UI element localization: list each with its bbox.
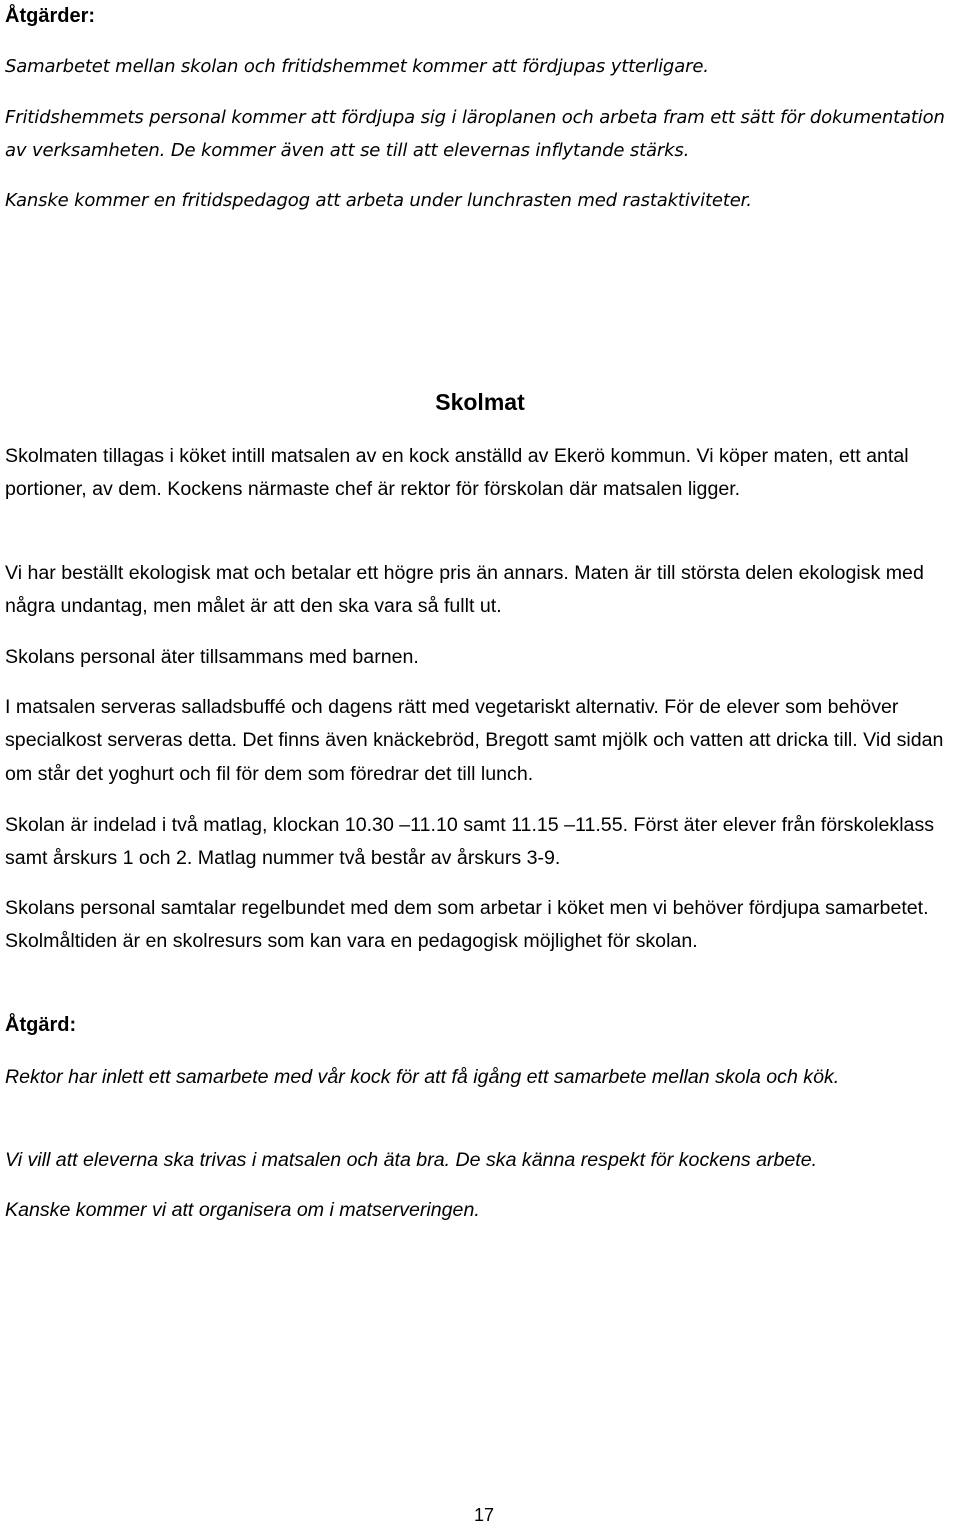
page-number: 17 [473,1505,495,1525]
skolmat-paragraph-3: Skolans personal äter tillsammans med barnen. [5,646,419,668]
atgard-heading: Åtgärd: [5,1014,77,1036]
atgard-paragraph-2: Vi vill att eleverna ska trivas i matsalen och äta bra. De ska känna respekt för kockens arbete. [5,1149,818,1171]
atgarder-heading: Åtgärder: [5,5,96,27]
atgard-paragraph-3: Kanske kommer vi att organisera om i matserveringen. [5,1199,480,1221]
atgard-paragraph-1: Rektor har inlett ett samarbete med vår kock för att få igång ett samarbete mellan skola och kök. [5,1066,840,1088]
atgarder-paragraph-2: Fritidshemmets personal kommer att fördjupa sig i läroplanen och arbeta fram ett sätt för dokumentation av verksamheten. De kommer även att se till att elevernas inflytande stärks. [5,107,945,161]
skolmat-title: Skolmat [435,389,525,415]
atgarder-paragraph-3: Kanske kommer en fritidspedagog att arbeta under lunchrasten med rastaktiviteter. [5,190,752,211]
skolmat-paragraph-2: Vi har beställt ekologisk mat och betalar ett högre pris än annars. Maten är till största delen ekologisk med några undantag, men målet är att den ska vara så fullt ut. [5,562,924,618]
skolmat-paragraph-4: I matsalen serveras salladsbuffé och dagens rätt med vegetariskt alternativ. För de elever som behöver specialkost serveras detta. Det finns även knäckebröd, Bregott samt mjölk och vatten att dricka till. Vid sidan om står det yoghurt och fil för dem som föredrar det till lunch. [5,696,944,785]
skolmat-paragraph-1: Skolmaten tillagas i köket intill matsalen av en kock anställd av Ekerö kommun. Vi köper maten, ett antal portioner, av dem. Kockens närmaste chef är rektor för förskolan där matsalen ligger. [5,445,909,501]
skolmat-paragraph-6: Skolans personal samtalar regelbundet med dem som arbetar i köket men vi behöver fördjupa samarbetet. Skolmåltiden är en skolresurs som kan vara en pedagogisk möjlighet för skolan. [5,897,929,953]
skolmat-paragraph-5: Skolan är indelad i två matlag, klockan 10.30 –11.10 samt 11.15 –11.55. Först äter elever från förskoleklass samt årskurs 1 och 2. Matlag nummer två består av årskurs 3-9. [5,814,935,870]
atgarder-paragraph-1: Samarbetet mellan skolan och fritidshemmet kommer att fördjupas ytterligare. [5,56,709,77]
